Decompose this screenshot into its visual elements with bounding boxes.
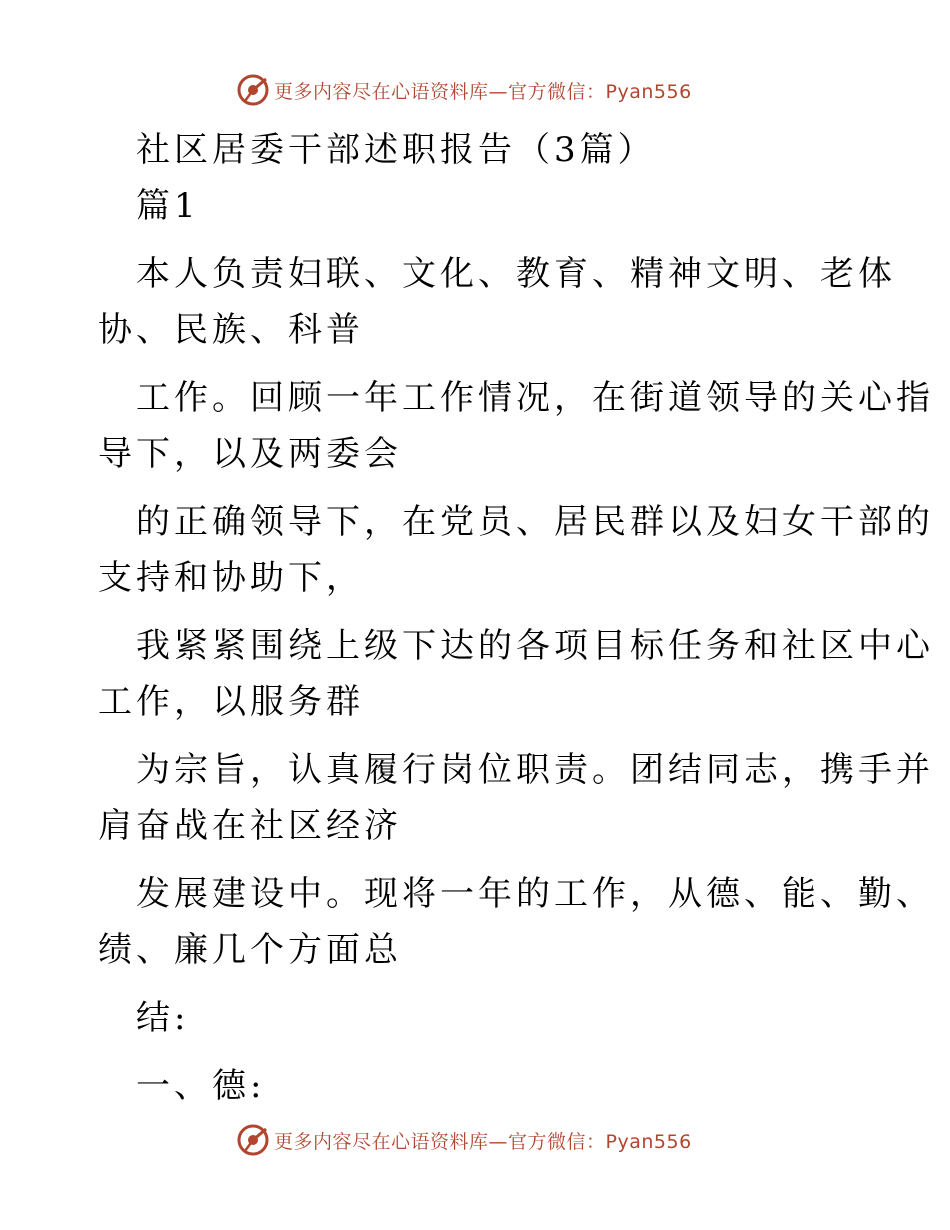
- body-text-line: 我紧紧围绕上级下达的各项目标任务和社区中心: [136, 626, 934, 666]
- body-text-line: 导下，以及两委会: [98, 434, 402, 474]
- document-body: [98, 122, 934, 1114]
- body-text-line: 为宗旨，认真履行岗位职责。团结同志，携手并: [136, 750, 934, 790]
- body-text-line: 结:: [136, 998, 190, 1038]
- logo-icon: [236, 73, 270, 107]
- footer-watermark: [236, 1122, 692, 1158]
- body-text-line: 本人负责妇联、文化、教育、精神文明、老体: [136, 254, 896, 294]
- body-text-line: 工作，以服务群: [98, 682, 364, 722]
- body-text-line: 发展建设中。现将一年的工作，从德、能、勤、: [136, 874, 934, 914]
- body-text-line: 绩、廉几个方面总: [98, 930, 402, 970]
- body-text-line: 支持和协助下，: [98, 558, 364, 598]
- watermark-text: 更多内容尽在心语资料库—官方微信：Pyan556: [274, 80, 692, 103]
- section-heading: 篇1: [136, 186, 200, 226]
- document-title: 社区居委干部述职报告（3篇）: [136, 130, 656, 170]
- body-text-line: 一、德:: [136, 1066, 266, 1106]
- body-text-line: 的正确领导下，在党员、居民群以及妇女干部的: [136, 502, 934, 542]
- body-text-line: 工作。回顾一年工作情况，在街道领导的关心指: [136, 378, 934, 418]
- watermark-text: 更多内容尽在心语资料库—官方微信：Pyan556: [274, 1130, 692, 1153]
- header-watermark: [236, 72, 692, 108]
- body-text-line: 肩奋战在社区经济: [98, 806, 402, 846]
- body-text-line: 协、民族、科普: [98, 310, 364, 350]
- logo-icon: [236, 1123, 270, 1157]
